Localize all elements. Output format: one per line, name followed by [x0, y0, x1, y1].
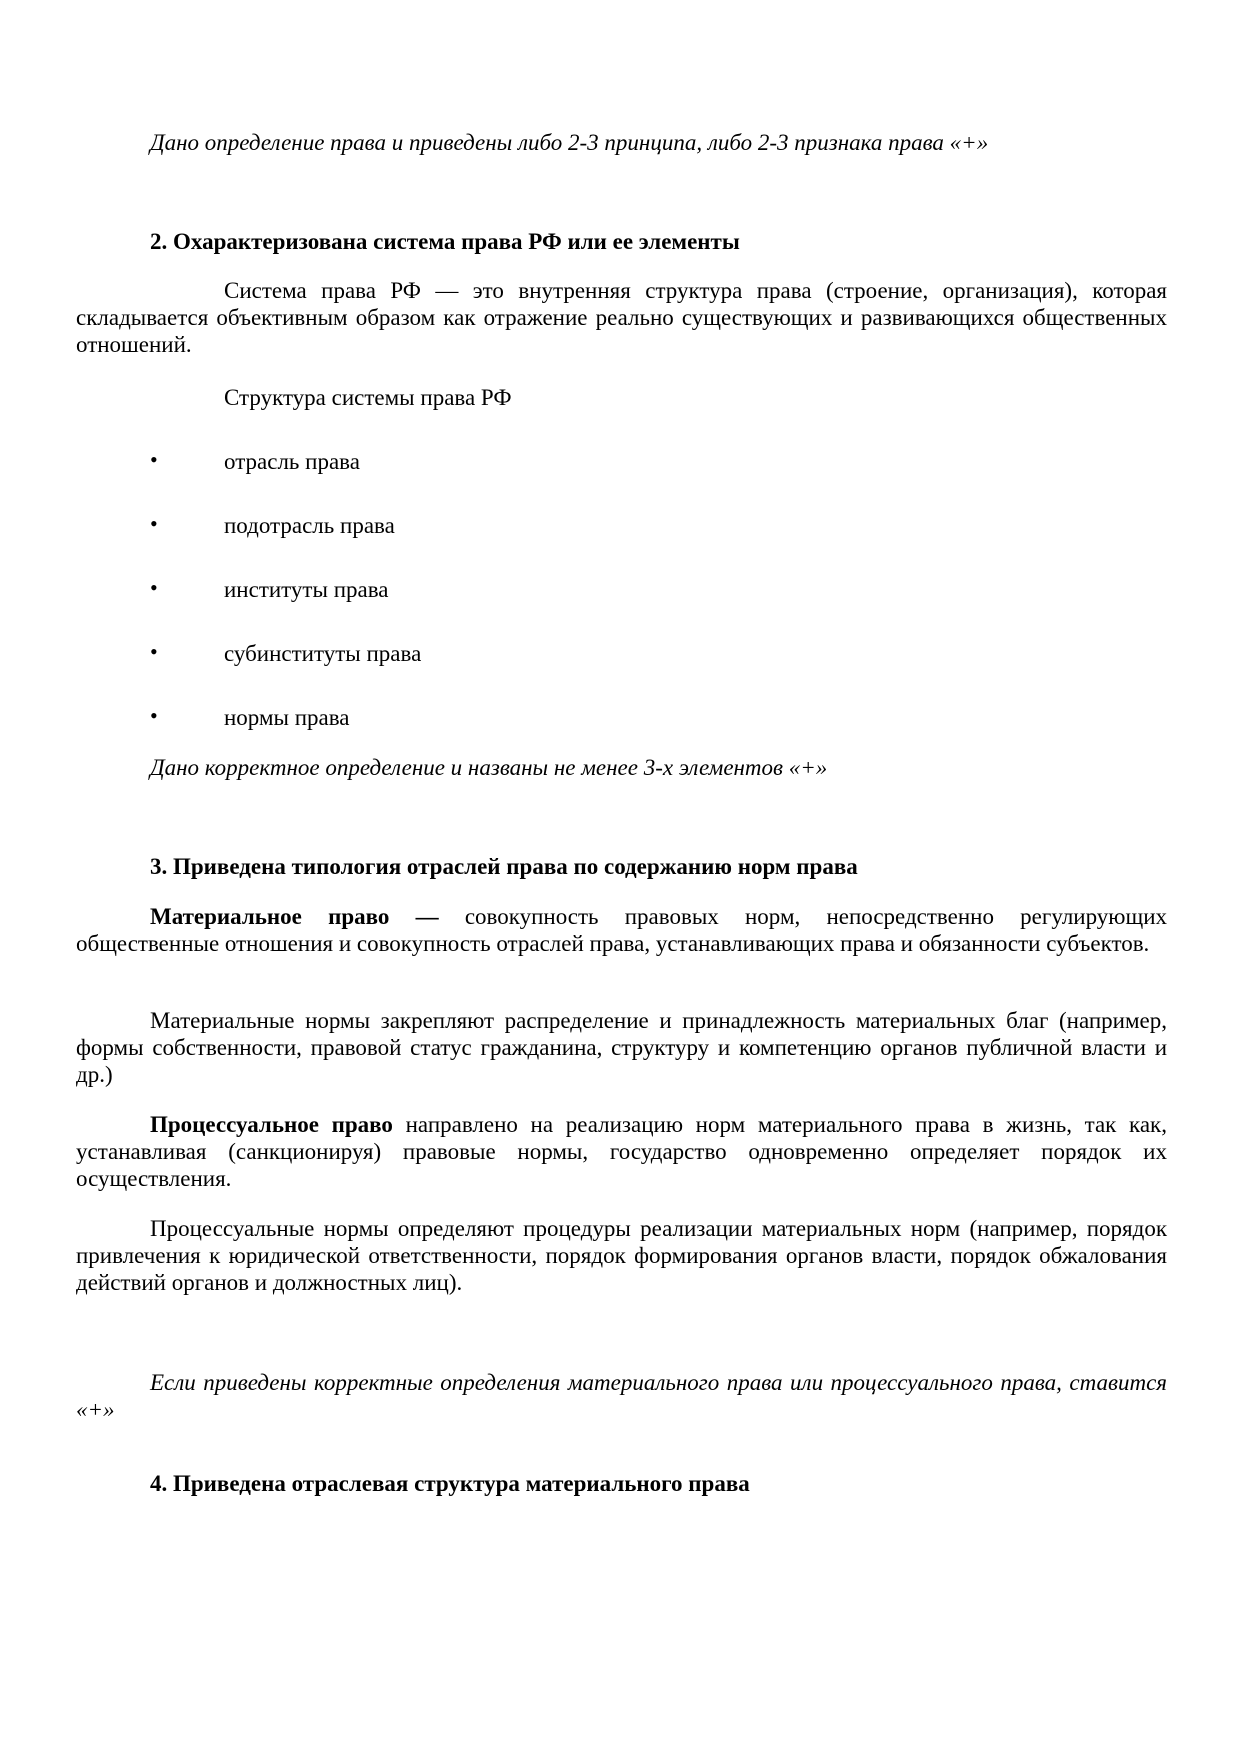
list-item-text: субинституты права — [224, 641, 422, 666]
procedural-law-term: Процессуальное право — [150, 1112, 393, 1137]
list-item-text: подотрасль права — [224, 513, 395, 538]
section-3-note: Если приведены корректные определения материального права или процессуального права, ставится «+» — [76, 1370, 1167, 1422]
bullet-icon: • — [150, 447, 158, 472]
criterion-1-note: Дано определение права и приведены либо 2-3 принципа, либо 2-3 признака права «+» — [150, 130, 989, 155]
material-norms-paragraph: Материальные нормы закрепляют распределение и принадлежность материальных благ (например, формы собственности, правовой статус гражданина, структуру и компетенцию органов публичной власти и др.) — [76, 1008, 1167, 1087]
bullet-icon: • — [150, 575, 158, 600]
bullet-icon: • — [150, 639, 158, 664]
list-item — [0, 576, 1241, 606]
material-law-paragraph — [76, 903, 1167, 957]
section-2-definition: Система права РФ — это внутренняя структура права (строение, организация), которая складывается объективным образом как отражение реально существующих и развивающихся общественных отношений. — [76, 278, 1167, 357]
list-item — [0, 704, 1241, 734]
bullet-icon: • — [150, 703, 158, 728]
procedural-norms-paragraph: Процессуальные нормы определяют процедуры реализации материальных норм (например, порядок привлечения к юридической ответственности, порядок формирования органов власти, порядок обжалования действий органов и должностных лиц). — [76, 1216, 1167, 1295]
material-law-text: совокупность правовых норм, непосредственно регулирующих общественные отношения и совокупность отраслей права, устанавливающих права и обязанности субъектов. — [76, 904, 1168, 956]
list-item — [0, 512, 1241, 542]
section-3-heading: 3. Приведена типология отраслей права по содержанию норм права — [150, 854, 858, 879]
list-item-text: институты права — [224, 577, 389, 602]
bullet-icon: • — [150, 511, 158, 536]
list-item — [0, 640, 1241, 670]
list-item-text: нормы права — [224, 705, 350, 730]
section-2-note: Дано корректное определение и названы не менее 3-х элементов «+» — [150, 755, 828, 780]
section-4-heading: 4. Приведена отраслевая структура материального права — [150, 1471, 750, 1496]
list-item — [0, 448, 1241, 478]
procedural-law-text: направлено на реализацию норм материального права в жизнь, так как, устанавливая (санкционируя) правовые нормы, государство одновременно определяет порядок их осуществления. — [76, 1112, 1167, 1191]
section-2-heading: 2. Охарактеризована система права РФ или ее элементы — [150, 229, 740, 254]
structure-title: Структура системы права РФ — [224, 385, 512, 410]
material-law-term: Материальное право — — [150, 904, 439, 929]
list-item-text: отрасль права — [224, 449, 360, 474]
procedural-law-paragraph — [76, 1111, 1167, 1192]
